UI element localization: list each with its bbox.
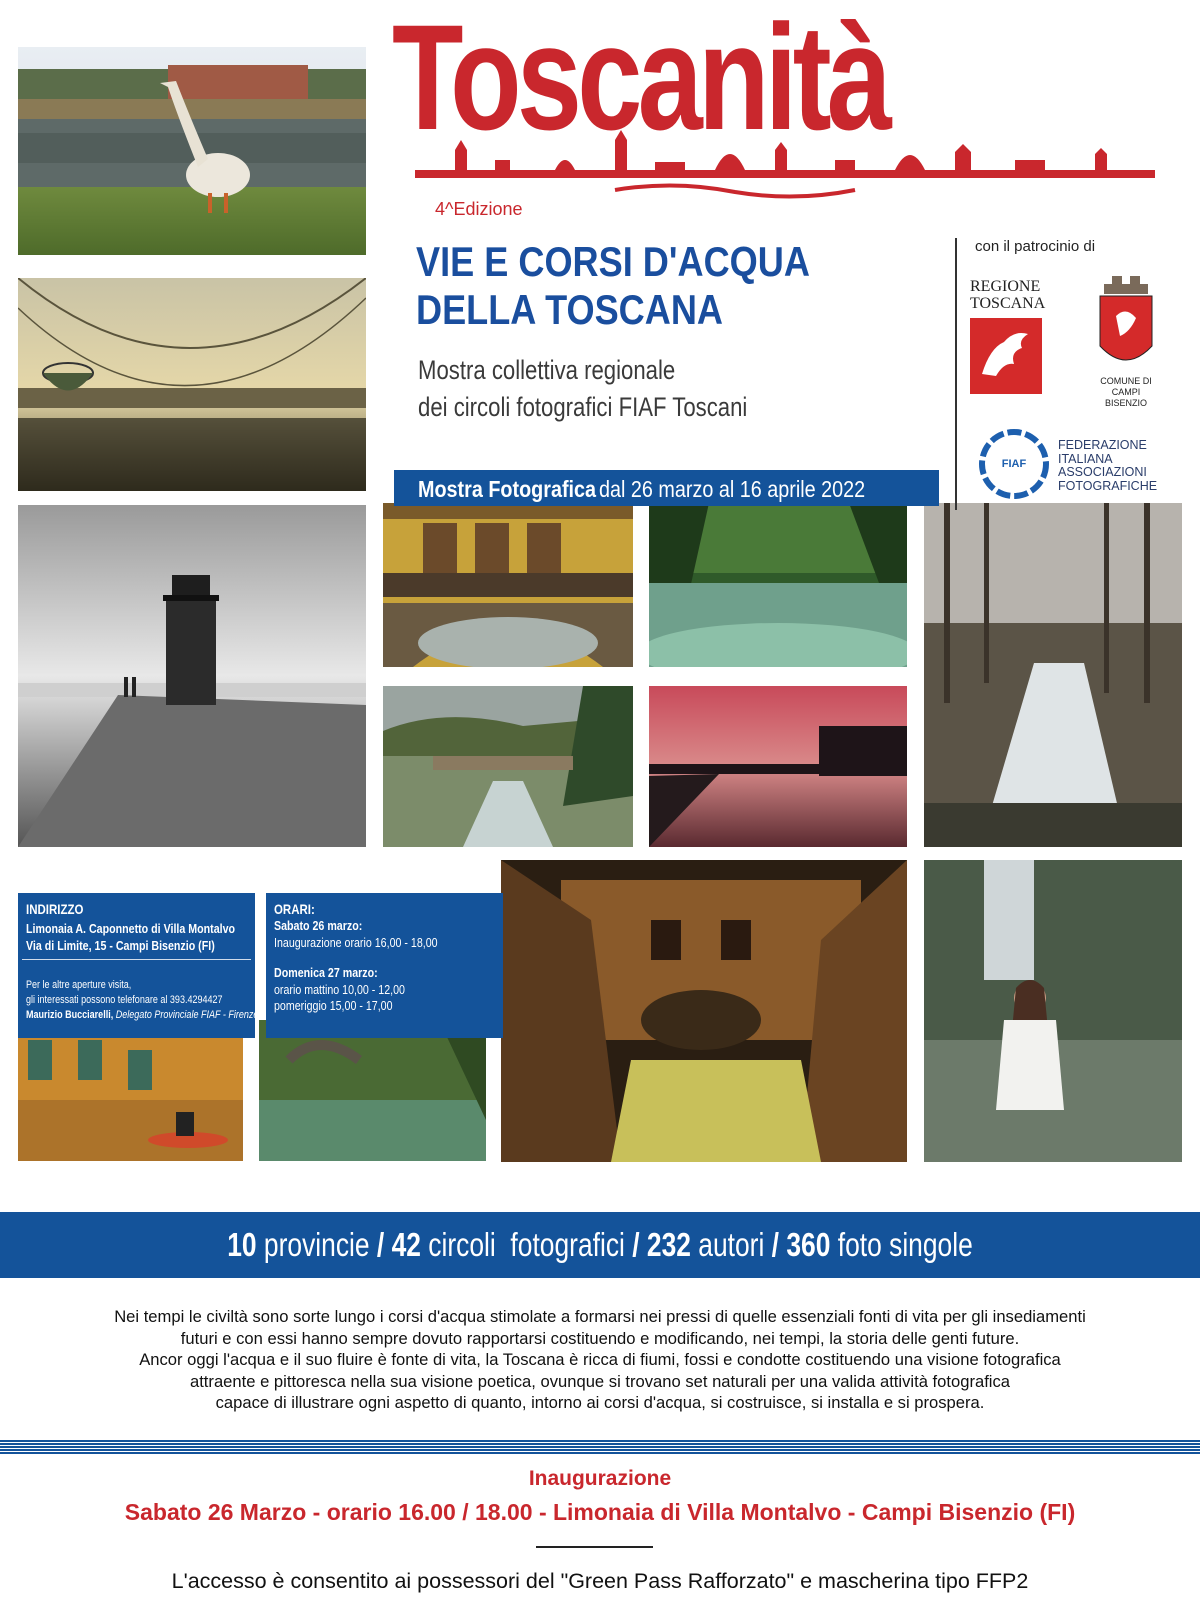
hours-day-1-time: Inaugurazione orario 16,00 - 18,00 bbox=[274, 935, 438, 950]
photo-night-mill bbox=[501, 860, 907, 1162]
exhibition-subtitle bbox=[418, 352, 747, 426]
description-line: Nei tempi le civiltà sono sorte lungo i corsi d'acqua stimolate a formarsi nei pressi di quelle essenziali fonti di vita per gli insediamenti bbox=[114, 1307, 1086, 1326]
patronage-label: con il patrocinio di bbox=[975, 238, 1096, 255]
stats-banner bbox=[0, 1212, 1200, 1278]
date-banner-range: dal 26 marzo al 16 aprile 2022 bbox=[599, 476, 866, 502]
fiaf-line-2: ITALIANA bbox=[1058, 451, 1113, 466]
florence-skyline-graphic bbox=[415, 120, 1175, 220]
edition-label: 4^Edizione bbox=[435, 199, 523, 219]
photo-pink-sunset bbox=[649, 686, 907, 847]
exhibition-headline bbox=[416, 238, 810, 334]
subtitle-line-1: Mostra collettiva regionale bbox=[418, 355, 676, 385]
hours-day-2-morning: orario mattino 10,00 - 12,00 bbox=[274, 982, 405, 997]
address-note-1: Per le altre aperture visita, bbox=[26, 979, 132, 991]
stat-photos-number: 360 bbox=[786, 1226, 831, 1263]
main-title: Toscanità bbox=[392, 0, 888, 161]
fiaf-line-4: FOTOGRAFICHE bbox=[1058, 478, 1158, 493]
stat-separator: / bbox=[376, 1226, 385, 1263]
photo-ponte-vecchio bbox=[383, 503, 633, 667]
stat-authors-number: 232 bbox=[646, 1226, 691, 1263]
regione-toscana-logo bbox=[970, 318, 1042, 394]
stat-authors-label: autori bbox=[698, 1226, 765, 1263]
address-divider bbox=[22, 959, 251, 960]
description-line: capace di illustrare ogni aspetto di quanto, intorno ai corsi d'acqua, si costruisce, si installa e si prospera. bbox=[215, 1393, 985, 1412]
headline-line-1: VIE E CORSI D'ACQUA bbox=[416, 238, 810, 285]
date-banner-label: Mostra Fotografica bbox=[418, 476, 597, 502]
hours-box bbox=[266, 893, 503, 1038]
photo-lighthouse bbox=[18, 505, 366, 847]
description-paragraph bbox=[0, 1306, 1200, 1414]
regione-toscana-name bbox=[970, 278, 1045, 312]
stat-photos-label: foto singole bbox=[837, 1226, 973, 1263]
photo-stone-bridge bbox=[259, 1020, 486, 1161]
fiaf-line-3: ASSOCIAZIONI bbox=[1058, 465, 1147, 479]
address-line-2: Via di Limite, 15 - Campi Bisenzio (FI) bbox=[26, 938, 215, 953]
stat-provinces-label: provincie bbox=[263, 1226, 370, 1263]
photo-forest-waterfall bbox=[924, 503, 1182, 847]
description-line: Ancor oggi l'acqua e il suo fluire è fonte di vita, la Toscana è ricca di fiumi, fossi e condotte costituendo una visione fotografica bbox=[139, 1350, 1061, 1369]
stat-separator: / bbox=[771, 1226, 780, 1263]
regione-line-1: REGIONE bbox=[970, 278, 1041, 295]
description-line: futuri e con essi hanno sempre dovuto rapportarsi costituendo e modificando, nei tempi, la storia delle genti future. bbox=[180, 1328, 1020, 1348]
comune-campi-bisenzio-crest bbox=[1096, 276, 1156, 374]
short-divider bbox=[536, 1546, 653, 1548]
address-contact bbox=[26, 1009, 258, 1021]
photo-goose-river bbox=[18, 47, 366, 255]
hours-heading: ORARI: bbox=[274, 901, 315, 917]
access-note: L'accesso è consentito ai possessori del "Green Pass Rafforzato" e mascherina tipo FFP2 bbox=[171, 1569, 1029, 1593]
subtitle-line-2: dei circoli fotografici FIAF Toscani bbox=[418, 392, 748, 422]
blue-stripe-divider bbox=[0, 1440, 1200, 1454]
stat-provinces-number: 10 bbox=[227, 1226, 257, 1263]
address-note-2: gli interessati possono telefonare al 393.4294427 bbox=[26, 994, 223, 1006]
comune-line-2: CAMPI BISENZIO bbox=[1104, 387, 1147, 408]
description-line: attraente e pittoresca nella sua visione poetica, ovunque si trovano set naturali per una valida attività fotografica bbox=[189, 1371, 1011, 1391]
address-box bbox=[18, 893, 259, 1038]
headline-line-2: DELLA TOSCANA bbox=[416, 286, 724, 333]
comune-name bbox=[1094, 376, 1158, 409]
inauguration-details: Sabato 26 Marzo - orario 16.00 / 18.00 - Limonaia di Villa Montalvo - Campi Bisenzio (FI) bbox=[124, 1499, 1076, 1525]
photo-girl-waterfall bbox=[924, 860, 1182, 1162]
regione-line-2: TOSCANA bbox=[970, 295, 1046, 312]
fiaf-name bbox=[1058, 439, 1157, 493]
photo-green-river bbox=[649, 503, 907, 667]
stat-clubs-number: 42 bbox=[391, 1226, 421, 1263]
contact-role: Delegato Provinciale FIAF - Firenze bbox=[115, 1009, 259, 1021]
photo-bridge-stream bbox=[383, 686, 633, 847]
photo-kayak-reflection bbox=[18, 1020, 243, 1161]
fiaf-logo-badge: FIAF bbox=[1001, 458, 1027, 470]
address-heading: INDIRIZZO bbox=[26, 901, 84, 917]
stat-separator: / bbox=[632, 1226, 640, 1263]
comune-line-1: COMUNE DI bbox=[1100, 376, 1152, 386]
address-line-1: Limonaia A. Caponnetto di Villa Montalvo bbox=[26, 921, 236, 936]
fiaf-line-1: FEDERAZIONE bbox=[1058, 438, 1147, 452]
date-banner bbox=[394, 470, 939, 506]
hours-day-2: Domenica 27 marzo: bbox=[274, 965, 378, 980]
photo-fishing-nets bbox=[18, 278, 366, 491]
hours-day-1: Sabato 26 marzo: bbox=[274, 918, 363, 933]
contact-name: Maurizio Bucciarelli, bbox=[26, 1009, 114, 1021]
patronage-divider bbox=[955, 238, 957, 510]
inauguration-heading: Inaugurazione bbox=[528, 1467, 672, 1490]
stat-clubs-label: circoli fotografici bbox=[428, 1226, 625, 1263]
hours-day-2-afternoon: pomeriggio 15,00 - 17,00 bbox=[274, 998, 393, 1013]
